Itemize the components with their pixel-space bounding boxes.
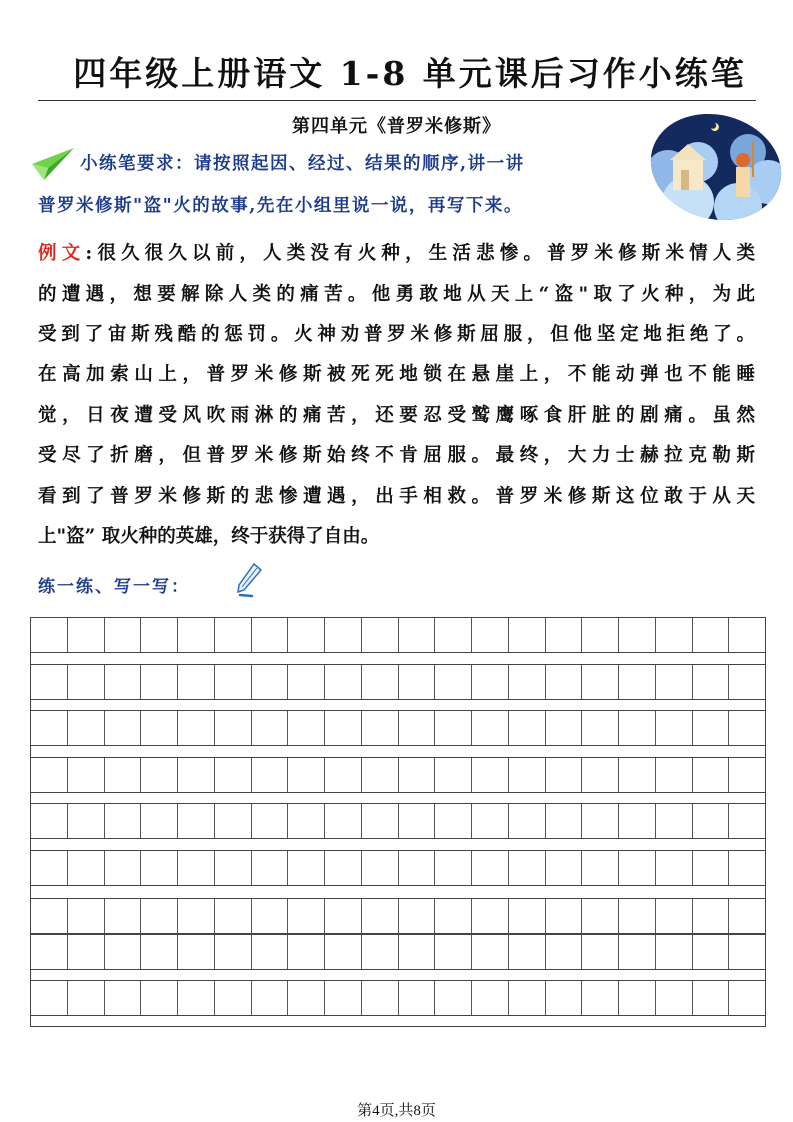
grid-cell[interactable] [362,758,399,792]
grid-cell[interactable] [31,804,68,838]
grid-cell[interactable] [31,618,68,652]
grid-cell[interactable] [693,804,730,838]
grid-cell[interactable] [288,711,325,745]
grid-cell[interactable] [362,665,399,699]
grid-cell[interactable] [141,981,178,1015]
grid-cell[interactable] [362,935,399,969]
grid-cell[interactable] [472,665,509,699]
grid-cell[interactable] [288,981,325,1015]
grid-cell[interactable] [435,851,472,885]
grid-cell[interactable] [288,851,325,885]
grid-cell[interactable] [178,618,215,652]
grid-cell[interactable] [399,851,436,885]
grid-cell[interactable] [105,899,142,933]
grid-cell[interactable] [435,935,472,969]
example-label: 例文 [38,243,86,264]
grid-cell[interactable] [141,618,178,652]
grid-cell[interactable] [215,935,252,969]
grid-cell[interactable] [68,711,105,745]
grid-cell[interactable] [362,804,399,838]
grid-cell[interactable] [178,899,215,933]
grid-cell[interactable] [288,935,325,969]
grid-cell[interactable] [178,758,215,792]
grid-cell[interactable] [288,804,325,838]
grid-cell[interactable] [582,981,619,1015]
grid-cell[interactable] [141,935,178,969]
grid-cell[interactable] [215,665,252,699]
grid-cell[interactable] [509,804,546,838]
grid-cell[interactable] [252,899,289,933]
grid-cell[interactable] [31,758,68,792]
grid-cell[interactable] [472,851,509,885]
grid-cell[interactable] [68,851,105,885]
grid-cell[interactable] [362,981,399,1015]
grid-cell[interactable] [582,899,619,933]
grid-cell[interactable] [178,665,215,699]
grid-cell[interactable] [362,618,399,652]
grid-cell[interactable] [656,665,693,699]
grid-cell[interactable] [105,758,142,792]
grid-cell[interactable] [656,981,693,1015]
grid-cell[interactable] [399,665,436,699]
grid-cell[interactable] [619,851,656,885]
grid-cell[interactable] [68,618,105,652]
grid-cell[interactable] [399,758,436,792]
grid-cell[interactable] [546,899,583,933]
grid-cell[interactable] [325,665,362,699]
grid-cell[interactable] [31,899,68,933]
grid-cell[interactable] [252,758,289,792]
grid-cell[interactable] [31,981,68,1015]
grid-row [31,664,765,700]
grid-row [31,934,765,970]
example-line: 觉，日夜遭受风吹雨淋的痛苦，还要忍受鹫鹰啄食肝脏的剧痛。虽然 [38,405,755,426]
grid-cell[interactable] [693,758,730,792]
grid-cell[interactable] [656,711,693,745]
grid-cell[interactable] [141,758,178,792]
grid-cell[interactable] [325,804,362,838]
grid-cell[interactable] [288,899,325,933]
document-title: 四年级上册语文 1-8 单元课后习作小练笔 [73,54,747,93]
example-line: 的遭遇，想要解除人类的痛苦。他勇敢地从天上“盗"取了火种，为此 [38,284,755,305]
grid-cell[interactable] [141,665,178,699]
grid-cell[interactable] [105,618,142,652]
grid-cell[interactable] [546,981,583,1015]
grid-cell[interactable] [546,804,583,838]
grid-row [31,617,765,653]
grid-cell[interactable] [693,851,730,885]
grid-row [31,850,765,886]
grid-cell[interactable] [362,899,399,933]
grid-cell[interactable] [399,804,436,838]
grid-cell[interactable] [215,851,252,885]
grid-cell[interactable] [693,935,730,969]
grid-cell[interactable] [582,711,619,745]
grid-cell[interactable] [509,981,546,1015]
grid-cell[interactable] [105,665,142,699]
example-line [38,239,755,265]
grid-cell[interactable] [325,981,362,1015]
grid-cell[interactable] [435,981,472,1015]
grid-row [31,980,765,1016]
grid-cell[interactable] [509,618,546,652]
grid-cell[interactable] [105,935,142,969]
grid-cell[interactable] [252,618,289,652]
grid-cell[interactable] [582,618,619,652]
grid-cell[interactable] [362,851,399,885]
grid-cell[interactable] [435,711,472,745]
grid-cell[interactable] [582,758,619,792]
grid-cell[interactable] [546,851,583,885]
grid-cell[interactable] [729,899,765,933]
grid-cell[interactable] [472,711,509,745]
grid-cell[interactable] [141,711,178,745]
grid-cell[interactable] [693,665,730,699]
grid-cell[interactable] [68,981,105,1015]
grid-cell[interactable] [509,758,546,792]
grid-cell[interactable] [619,618,656,652]
example-line: 上"盗” 取火种的英雄，终于获得了自由。 [38,526,380,547]
grid-cell[interactable] [472,618,509,652]
unit-subtitle: 第四单元《普罗米修斯》 [292,116,501,137]
grid-cell[interactable] [546,711,583,745]
grid-cell[interactable] [472,981,509,1015]
grid-cell[interactable] [31,711,68,745]
grid-cell[interactable] [582,665,619,699]
grid-cell[interactable] [729,804,765,838]
grid-cell[interactable] [105,981,142,1015]
grid-cell[interactable] [68,665,105,699]
page-number: 第4页,共8页 [357,1103,436,1119]
grid-cell[interactable] [509,711,546,745]
grid-cell[interactable] [656,935,693,969]
grid-cell[interactable] [509,899,546,933]
grid-cell[interactable] [435,899,472,933]
grid-cell[interactable] [582,851,619,885]
grid-cell[interactable] [68,935,105,969]
grid-row [31,710,765,746]
grid-cell[interactable] [472,899,509,933]
grid-cell[interactable] [399,899,436,933]
grid-cell[interactable] [729,711,765,745]
example-line: 看到了普罗米修斯的悲惨遭遇，出手相救。普罗米修斯这位敢于从天 [38,486,755,507]
grid-cell[interactable] [729,618,765,652]
grid-cell[interactable] [619,804,656,838]
grid-cell[interactable] [656,758,693,792]
grid-cell[interactable] [582,804,619,838]
title-divider [38,100,756,101]
grid-cell[interactable] [693,618,730,652]
grid-cell[interactable] [252,981,289,1015]
grid-cell[interactable] [288,665,325,699]
grid-cell[interactable] [325,899,362,933]
writing-grid[interactable] [30,617,766,1027]
grid-row [31,803,765,839]
grid-cell[interactable] [656,804,693,838]
grid-cell[interactable] [509,935,546,969]
grid-cell[interactable] [252,851,289,885]
grid-cell[interactable] [435,665,472,699]
grid-cell[interactable] [729,665,765,699]
example-line: 受到了宙斯残酷的惩罚。火神劝普罗米修斯屈服，但他坚定地拒绝了。 [38,324,755,345]
grid-row [31,898,765,934]
grid-cell[interactable] [399,618,436,652]
grid-cell[interactable] [178,804,215,838]
grid-cell[interactable] [252,711,289,745]
grid-cell[interactable] [252,665,289,699]
grid-cell[interactable] [546,665,583,699]
grid-cell[interactable] [472,758,509,792]
grid-row [31,757,765,793]
grid-cell[interactable] [31,935,68,969]
grid-cell[interactable] [435,758,472,792]
grid-cell[interactable] [68,804,105,838]
grid-cell[interactable] [68,758,105,792]
grid-cell[interactable] [656,899,693,933]
grid-cell[interactable] [472,935,509,969]
grid-cell[interactable] [215,711,252,745]
grid-cell[interactable] [619,981,656,1015]
grid-cell[interactable] [215,981,252,1015]
grid-cell[interactable] [619,665,656,699]
grid-cell[interactable] [215,804,252,838]
grid-cell[interactable] [178,711,215,745]
grid-cell[interactable] [288,758,325,792]
grid-cell[interactable] [435,804,472,838]
example-text: :很久很久以前，人类没有火种，生活悲惨。普罗米修斯米情人类 [85,243,755,264]
grid-cell[interactable] [141,899,178,933]
grid-cell[interactable] [582,935,619,969]
grid-cell[interactable] [619,935,656,969]
example-line: 在高加索山上，普罗米修斯被死死地锁在悬崖上，不能动弹也不能睡 [38,364,755,385]
pencil-icon [234,562,264,598]
requirement-line-1: 小练笔要求：请按照起因、经过、结果的顺序,讲一讲 [80,154,525,174]
grid-cell[interactable] [729,981,765,1015]
example-line: 受尽了折磨，但普罗米修斯始终不肯屈服。最终，大力士赫拉克勒斯 [38,445,755,466]
grid-cell[interactable] [215,758,252,792]
grid-cell[interactable] [141,804,178,838]
grid-cell[interactable] [729,758,765,792]
grid-cell[interactable] [693,899,730,933]
grid-cell[interactable] [31,665,68,699]
grid-cell[interactable] [325,758,362,792]
grid-cell[interactable] [105,711,142,745]
grid-cell[interactable] [509,665,546,699]
grid-cell[interactable] [325,935,362,969]
grid-cell[interactable] [178,981,215,1015]
grid-cell[interactable] [288,618,325,652]
grid-cell[interactable] [509,851,546,885]
grid-cell[interactable] [656,851,693,885]
grid-cell[interactable] [325,851,362,885]
grid-cell[interactable] [399,935,436,969]
grid-cell[interactable] [68,899,105,933]
grid-cell[interactable] [729,851,765,885]
grid-cell[interactable] [693,981,730,1015]
grid-cell[interactable] [141,851,178,885]
grid-cell[interactable] [178,851,215,885]
grid-cell[interactable] [619,758,656,792]
grid-cell[interactable] [399,981,436,1015]
grid-cell[interactable] [619,711,656,745]
grid-cell[interactable] [656,618,693,652]
practice-heading: 练一练、写一写： [38,577,190,597]
grid-cell[interactable] [31,851,68,885]
grid-cell[interactable] [325,618,362,652]
grid-cell[interactable] [252,935,289,969]
grid-cell[interactable] [619,899,656,933]
grid-cell[interactable] [546,935,583,969]
grid-cell[interactable] [105,804,142,838]
grid-cell[interactable] [399,711,436,745]
grid-cell[interactable] [693,711,730,745]
grid-cell[interactable] [435,618,472,652]
grid-cell[interactable] [215,618,252,652]
requirement-line-2: 普罗米修斯"盗"火的故事,先在小组里说一说，再写下来。 [38,196,523,216]
grid-cell[interactable] [362,711,399,745]
grid-cell[interactable] [546,758,583,792]
grid-cell[interactable] [105,851,142,885]
grid-cell[interactable] [215,899,252,933]
grid-cell[interactable] [178,935,215,969]
paper-plane-icon [30,146,76,182]
prometheus-illustration [648,112,788,227]
grid-cell[interactable] [729,935,765,969]
grid-cell[interactable] [546,618,583,652]
grid-cell[interactable] [325,711,362,745]
grid-cell[interactable] [252,804,289,838]
grid-cell[interactable] [472,804,509,838]
